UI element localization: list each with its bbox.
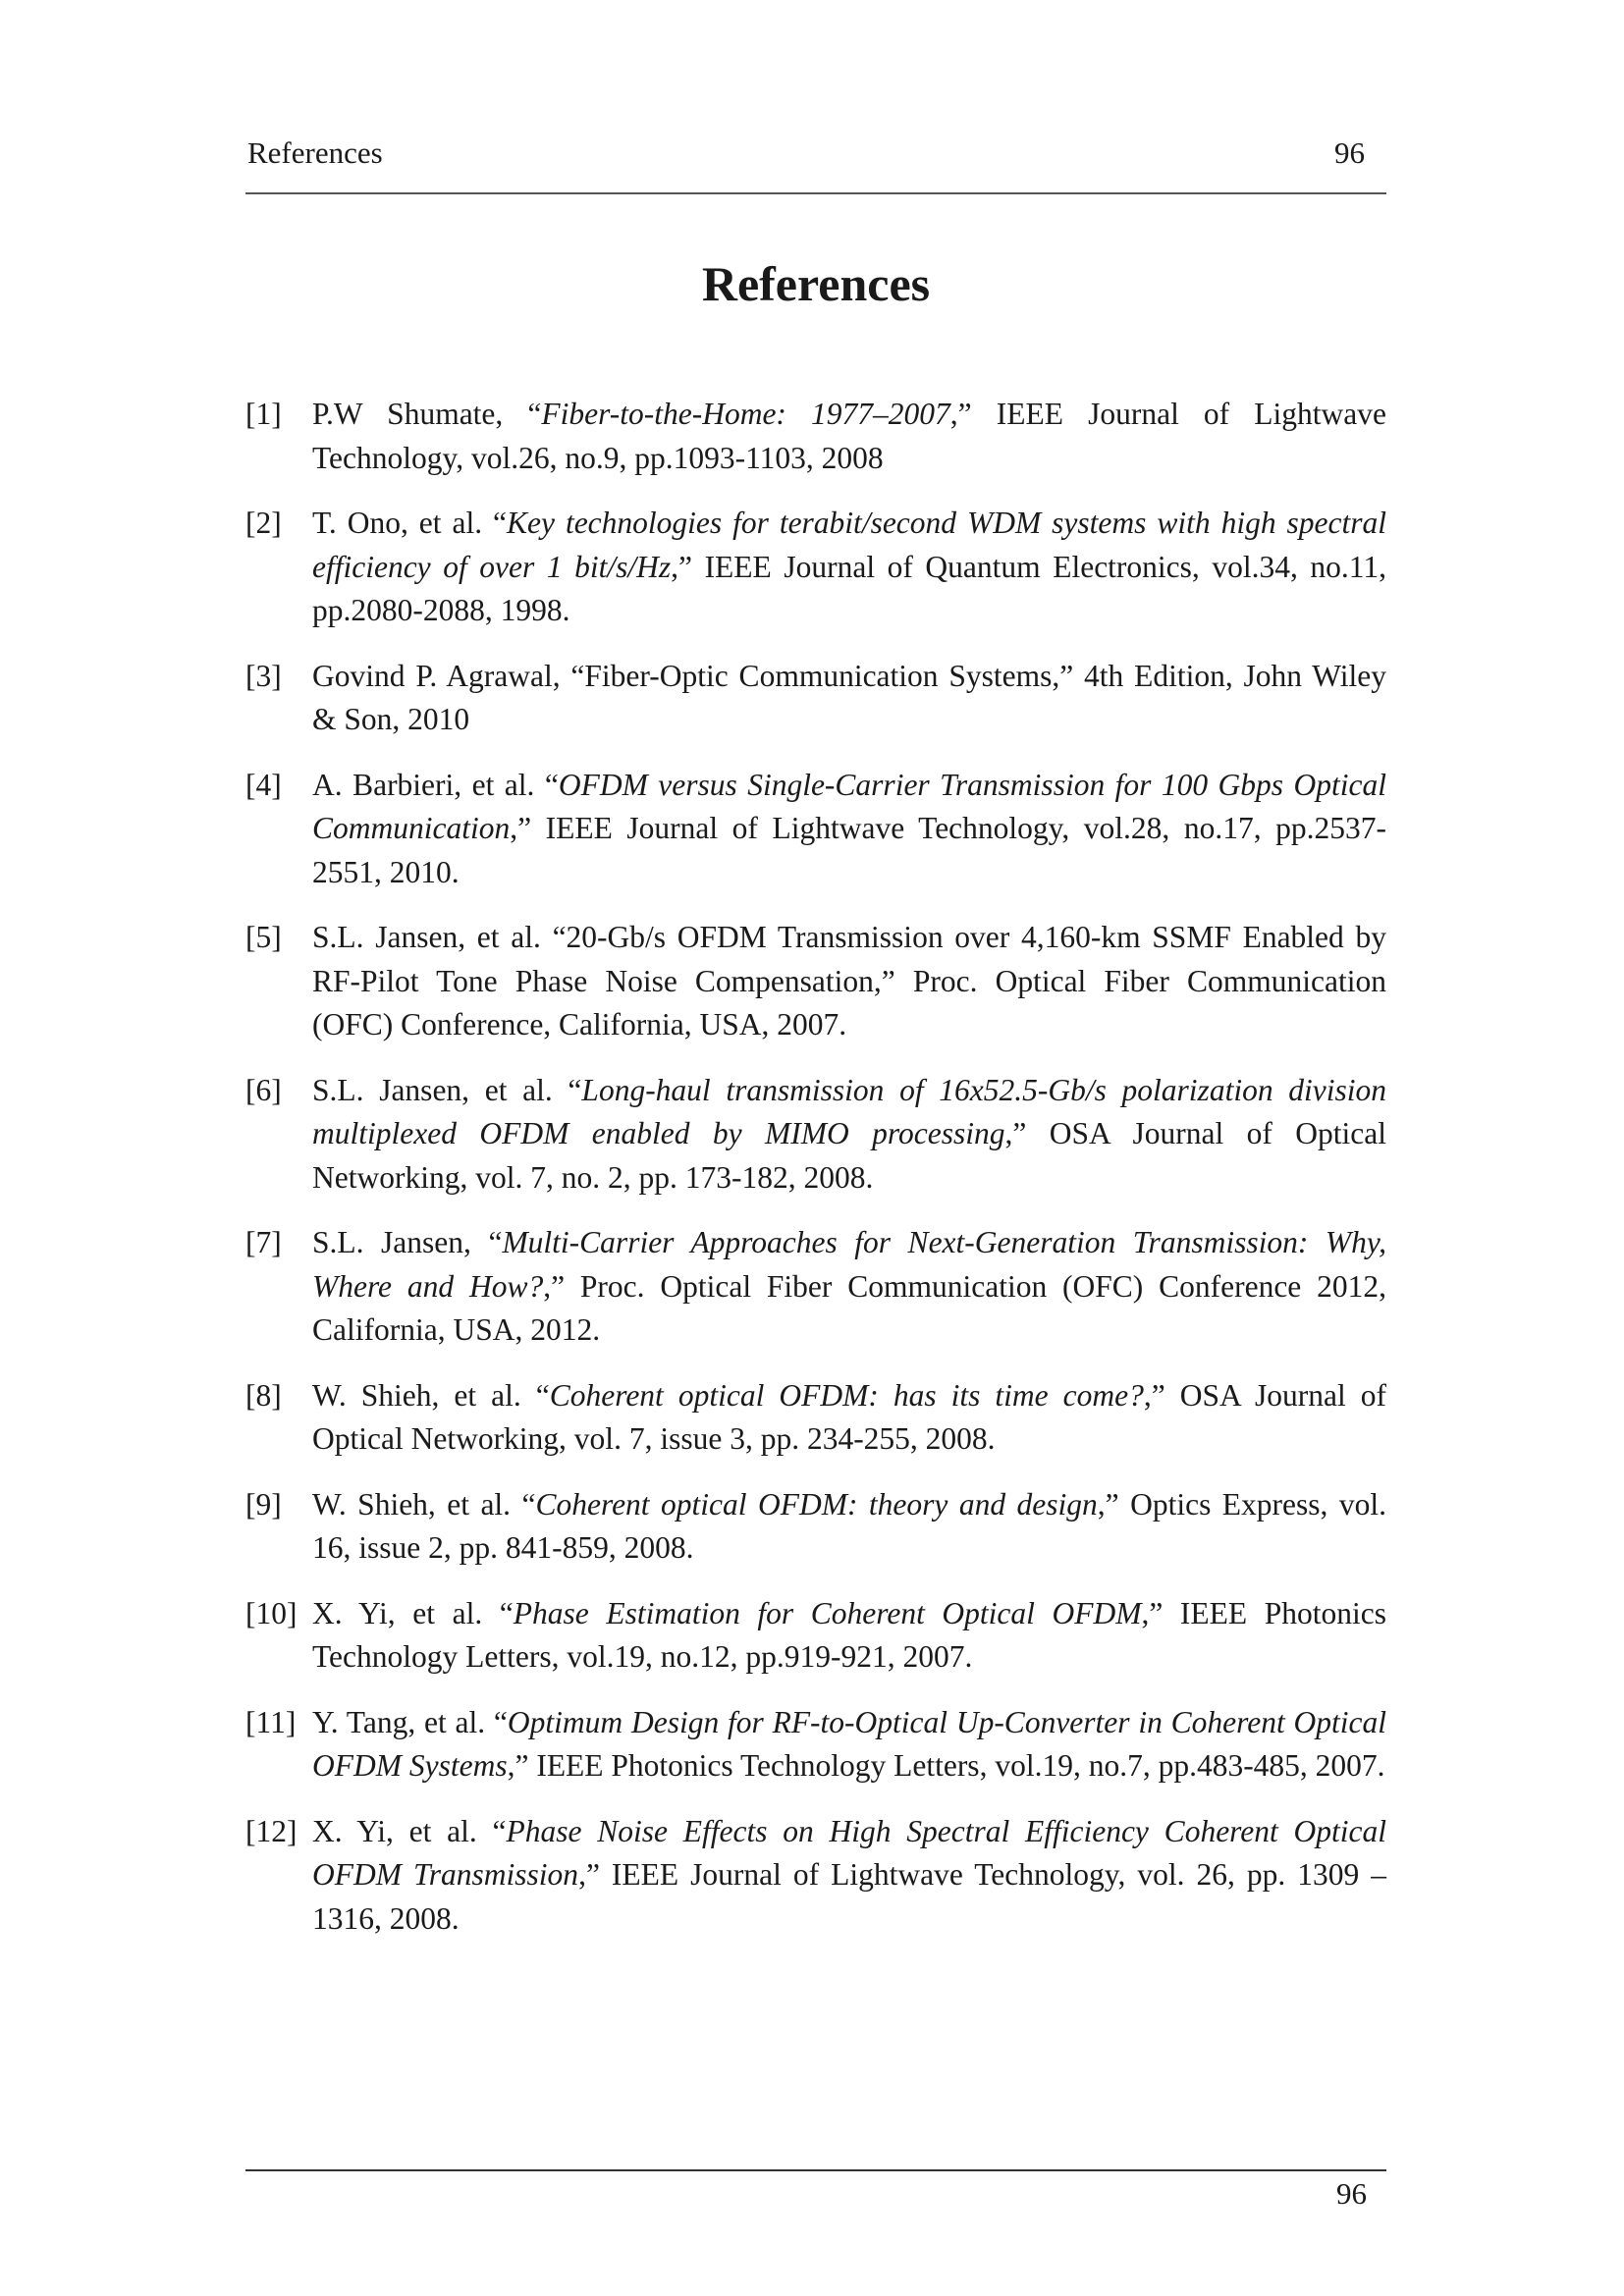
reference-pre: S.L. Jansen, “ bbox=[312, 1225, 503, 1259]
reference-text bbox=[312, 1810, 1386, 1942]
reference-item bbox=[245, 1069, 1386, 1201]
reference-italic-title: Multi-Carrier Approaches for Next-Generation Transmission: Why, Where and How? bbox=[312, 1225, 1386, 1304]
page-title: References bbox=[701, 255, 931, 311]
reference-item bbox=[245, 1592, 1386, 1680]
reference-number: [9] bbox=[245, 1486, 282, 1522]
reference-text bbox=[312, 502, 1386, 633]
header-divider bbox=[245, 192, 1386, 194]
running-header-page-number: 96 bbox=[1334, 135, 1365, 170]
reference-pre: S.L. Jansen, et al. “20-Gb/s OFDM Transmission over 4,160-km SSMF Enabled by RF-Pilot Tone Phase Noise Compensation,” Proc. Optical Fiber Communication (OFC) Conference, California, USA, 2007. bbox=[312, 920, 1386, 1041]
reference-item bbox=[245, 916, 1386, 1047]
reference-number: [6] bbox=[245, 1072, 282, 1107]
running-header bbox=[245, 133, 1386, 173]
reference-italic-title: Long-haul transmission of 16x52.5-Gb/s polarization division multiplexed OFDM enabled by MIMO processing bbox=[312, 1072, 1386, 1150]
reference-number: [7] bbox=[245, 1225, 282, 1259]
reference-post: ,” Optics Express, vol. 16, issue 2, pp. 841-859, 2008. bbox=[312, 1486, 1386, 1565]
reference-italic-title: Phase Estimation for Coherent Optical OFDM bbox=[513, 1595, 1142, 1630]
reference-item bbox=[245, 764, 1386, 895]
reference-italic-title: Fiber-to-the-Home: 1977–2007 bbox=[541, 397, 950, 431]
reference-number: [4] bbox=[245, 767, 282, 802]
reference-item bbox=[245, 393, 1386, 480]
reference-item bbox=[245, 1221, 1386, 1353]
reference-post: ,” IEEE Journal of Quantum Electronics, vol.34, no.11, pp.2080-2088, 1998. bbox=[312, 549, 1386, 627]
reference-text bbox=[312, 916, 1386, 1047]
reference-italic-title: Coherent optical OFDM: has its time come? bbox=[549, 1377, 1144, 1413]
reference-italic-title: Coherent optical OFDM: theory and design bbox=[535, 1486, 1098, 1522]
reference-text bbox=[312, 1592, 1386, 1680]
reference-pre: Y. Tang, et al. “ bbox=[312, 1704, 508, 1739]
reference-number: [8] bbox=[245, 1377, 282, 1413]
reference-number: [2] bbox=[245, 506, 282, 540]
reference-post: ,” IEEE Journal of Lightwave Technology, vol.28, no.17, pp.2537-2551, 2010. bbox=[312, 811, 1386, 889]
reference-item bbox=[245, 1483, 1386, 1571]
reference-pre: S.L. Jansen, et al. “ bbox=[312, 1072, 582, 1107]
reference-pre: W. Shieh, et al. “ bbox=[312, 1377, 550, 1413]
reference-post: ,” IEEE Photonics Technology Letters, vol.19, no.12, pp.919-921, 2007. bbox=[312, 1595, 1386, 1674]
reference-pre: P.W Shumate, “ bbox=[312, 397, 542, 431]
reference-number: [12] bbox=[245, 1813, 298, 1848]
reference-pre: Govind P. Agrawal, “Fiber-Optic Communication Systems,” 4th Edition, John Wiley & Son, 2010 bbox=[312, 658, 1386, 736]
reference-pre: W. Shieh, et al. “ bbox=[312, 1486, 536, 1522]
reference-italic-title: Optimum Design for RF-to-Optical Up-Converter in Coherent Optical OFDM Systems bbox=[312, 1704, 1386, 1783]
reference-list bbox=[245, 393, 1386, 1962]
footer-divider bbox=[245, 2169, 1386, 2171]
reference-number: [3] bbox=[245, 658, 282, 693]
reference-text bbox=[312, 1069, 1386, 1201]
reference-pre: T. Ono, et al. “ bbox=[312, 506, 508, 540]
reference-text bbox=[312, 1701, 1386, 1789]
reference-number: [11] bbox=[245, 1704, 297, 1739]
reference-post: ,” Proc. Optical Fiber Communication (OFC) Conference 2012, California, USA, 2012. bbox=[312, 1268, 1386, 1347]
running-header-title: References bbox=[247, 135, 383, 170]
reference-post: ,” IEEE Journal of Lightwave Technology, vol. 26, pp. 1309 – 1316, 2008. bbox=[312, 1857, 1387, 1936]
reference-number: [1] bbox=[245, 397, 282, 431]
reference-pre: X. Yi, et al. “ bbox=[312, 1595, 514, 1630]
reference-italic-title: Key technologies for terabit/second WDM systems with high spectral efficiency of over 1 bit/s/Hz bbox=[312, 506, 1386, 584]
reference-italic-title: Phase Noise Effects on High Spectral Efficiency Coherent Optical OFDM Transmission bbox=[312, 1813, 1386, 1892]
reference-item bbox=[245, 1810, 1386, 1942]
footer-page-number: 96 bbox=[1336, 2176, 1367, 2211]
reference-number: [5] bbox=[245, 920, 282, 954]
reference-text bbox=[312, 764, 1386, 895]
reference-text bbox=[312, 655, 1386, 742]
reference-text bbox=[312, 1483, 1386, 1571]
reference-item bbox=[245, 655, 1386, 742]
reference-italic-title: OFDM versus Single-Carrier Transmission for 100 Gbps Optical Communication bbox=[312, 767, 1386, 845]
reference-text bbox=[312, 393, 1386, 480]
reference-post: ,” IEEE Photonics Technology Letters, vol.19, no.7, pp.483-485, 2007. bbox=[507, 1748, 1385, 1783]
reference-item bbox=[245, 1374, 1386, 1462]
reference-number: [10] bbox=[245, 1595, 298, 1630]
reference-pre: A. Barbieri, et al. “ bbox=[312, 767, 559, 802]
reference-item bbox=[245, 1701, 1386, 1789]
reference-text bbox=[312, 1221, 1386, 1353]
reference-item bbox=[245, 502, 1386, 633]
reference-pre: X. Yi, et al. “ bbox=[312, 1813, 507, 1848]
reference-post: ,” OSA Journal of Optical Networking, vol. 7, issue 3, pp. 234-255, 2008. bbox=[312, 1377, 1387, 1456]
reference-text bbox=[312, 1374, 1386, 1462]
reference-post: ,” OSA Journal of Optical Networking, vol. 7, no. 2, pp. 173-182, 2008. bbox=[312, 1116, 1386, 1195]
reference-post: ,” IEEE Journal of Lightwave Technology, vol.26, no.9, pp.1093-1103, 2008 bbox=[312, 397, 1386, 475]
